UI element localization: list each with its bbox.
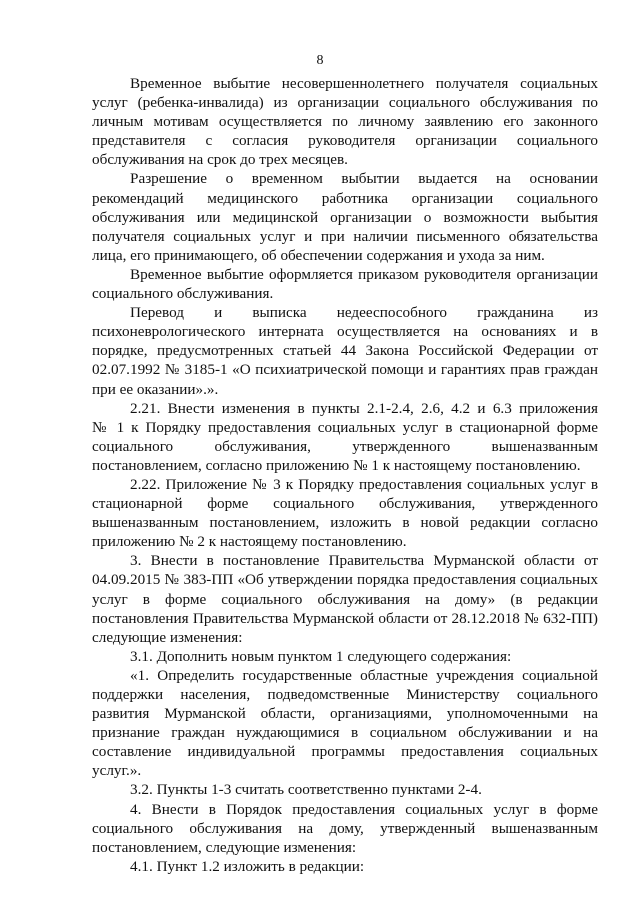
text-line: постановлением, следующие изменения: xyxy=(92,838,357,856)
paragraph xyxy=(92,551,598,646)
text-line: психоневрологического интерната осуществляется на основаниях и в xyxy=(92,323,598,341)
text-line: личным мотивам осуществляется по личному заявлению его законного xyxy=(92,113,598,131)
text-line: социального обслуживания, утвержденного вышеназванным xyxy=(92,437,598,455)
text-line: социального обслуживания на дому, утвержденный вышеназванным xyxy=(92,819,598,837)
paragraph xyxy=(92,780,598,799)
paragraph xyxy=(92,303,598,398)
text-line: следующие изменения: xyxy=(92,628,243,646)
text-line: 3.2. Пункты 1-3 считать соответственно пунктами 2-4. xyxy=(130,781,482,799)
text-line: обслуживания на срок до трех месяцев. xyxy=(92,151,348,169)
paragraph xyxy=(92,647,598,666)
text-line: «1. Определить государственные областные учреждения социальной xyxy=(130,666,598,684)
text-line: № 1 к Порядку предоставления социальных услуг в стационарной форме xyxy=(92,418,598,436)
text-line: 2.22. Приложение № 3 к Порядку предоставления социальных услуг в xyxy=(130,475,598,493)
text-line: услуг в форме социального обслуживания на дому» (в редакции xyxy=(92,590,598,608)
paragraph xyxy=(92,666,598,781)
paragraph xyxy=(92,857,598,876)
text-line: услуг (ребенка-инвалида) из организации социального обслуживания по xyxy=(92,94,598,112)
text-line: Временное выбытие оформляется приказом руководителя организации xyxy=(130,265,598,283)
paragraph xyxy=(92,475,598,551)
text-line: социального обслуживания. xyxy=(92,285,274,303)
text-line: признание граждан нуждающимися в социальном обслуживании и на xyxy=(92,724,598,742)
paragraph xyxy=(92,399,598,475)
text-line: получателя социальных услуг и при наличии письменного обязательства xyxy=(92,227,598,245)
text-line: поддержки населения, подведомственные Министерству социального xyxy=(92,686,598,703)
text-line: составление индивидуальной программы предоставления социальных xyxy=(92,743,598,761)
text-line: представителя с согласия руководителя организации социального xyxy=(92,132,598,150)
paragraph xyxy=(92,800,598,857)
page-number: 8 xyxy=(316,53,324,68)
text-line: 3.1. Дополнить новым пунктом 1 следующего содержания: xyxy=(130,647,512,665)
text-line: стационарной форме социального обслуживания, утвержденного xyxy=(92,495,598,513)
text-line: Разрешение о временном выбытии выдается на основании xyxy=(130,170,598,188)
text-line: при ее оказании».». xyxy=(92,380,219,398)
text-line: порядке, предусмотренных статьей 44 Закона Российской Федерации от xyxy=(92,342,598,360)
text-line: Временное выбытие несовершеннолетнего получателя социальных xyxy=(130,75,598,92)
paragraph xyxy=(92,265,598,303)
text-line: 3. Внести в постановление Правительства Мурманской области от xyxy=(130,552,598,570)
text-line: постановления Правительства Мурманской области от 28.12.2018 № 632-ПП) xyxy=(92,609,598,627)
text-line: 4.1. Пункт 1.2 изложить в редакции: xyxy=(130,857,365,875)
text-line: 04.09.2015 № 383-ПП «Об утверждении порядка предоставления социальных xyxy=(92,571,598,589)
text-line: рекомендаций медицинского работника организации социального xyxy=(92,189,598,207)
document-body xyxy=(92,74,598,876)
text-line: постановлением, согласно приложению № 1 к настоящему постановлению. xyxy=(92,456,581,474)
text-line: 4. Внести в Порядок предоставления социальных услуг в форме xyxy=(130,800,598,818)
text-line: услуг.». xyxy=(92,762,142,780)
text-line: 2.21. Внести изменения в пункты 2.1-2.4, 2.6, 4.2 и 6.3 приложения xyxy=(130,399,598,417)
text-line: 02.07.1992 № 3185-1 «О психиатрической помощи и гарантиях прав граждан xyxy=(92,361,598,379)
paragraph xyxy=(92,74,598,169)
text-line: лица, его принимающего, об обеспечении содержания и ухода за ним. xyxy=(92,246,545,264)
text-line: обслуживания или медицинской организации о возможности выбытия xyxy=(92,208,598,226)
text-line: вышеназванным постановлением, изложить в новой редакции согласно xyxy=(92,514,598,532)
text-line: развития Мурманской области, организациями, уполномоченными на xyxy=(92,705,598,723)
paragraph xyxy=(92,169,598,264)
text-line: Перевод и выписка недееспособного гражданина из xyxy=(130,304,598,322)
text-line: приложению № 2 к настоящему постановлению. xyxy=(92,533,407,551)
